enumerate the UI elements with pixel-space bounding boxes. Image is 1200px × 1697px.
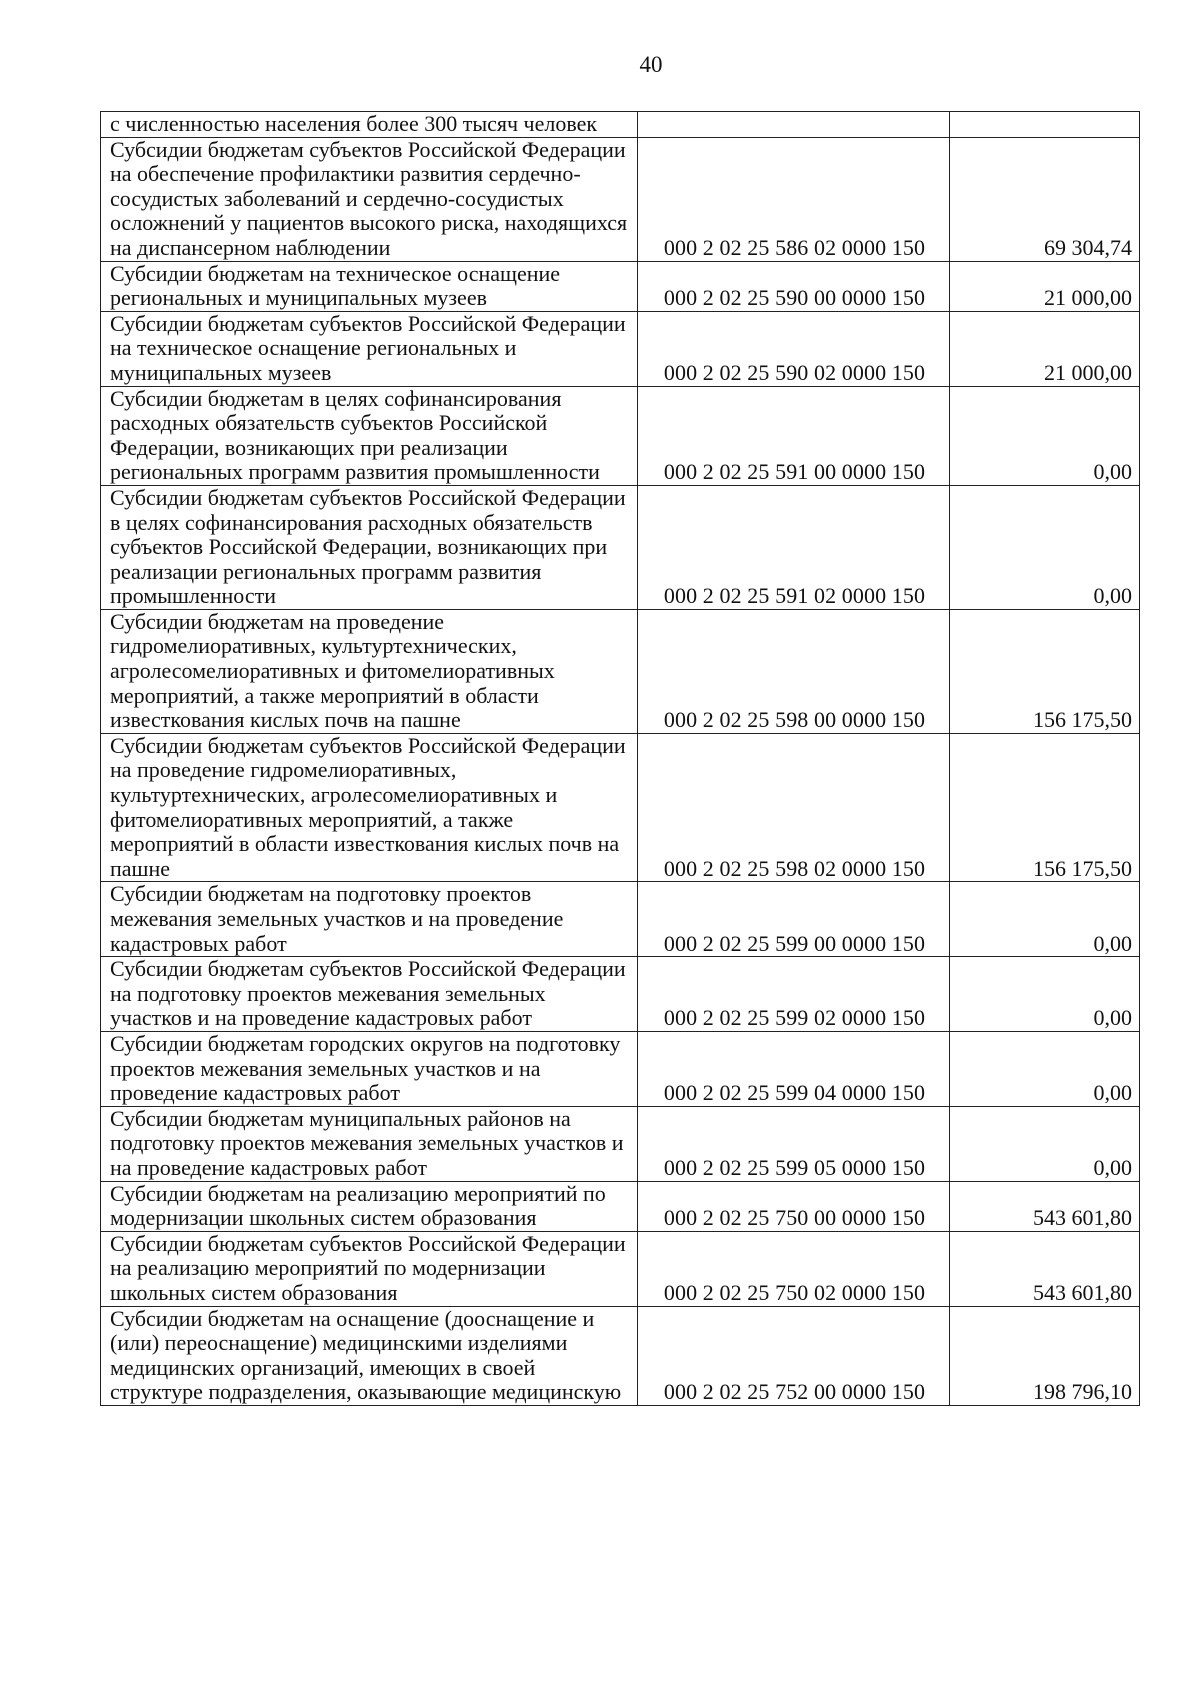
row-description: Субсидии бюджетам на техническое оснащение региональных и муниципальных музеев	[101, 261, 638, 311]
table-row	[101, 733, 1140, 882]
row-description: Субсидии бюджетам на подготовку проектов межевания земельных участков и на проведение кадастровых работ	[101, 882, 638, 957]
table-row	[101, 386, 1140, 485]
row-budget-code: 000 2 02 25 599 05 0000 150	[638, 1106, 950, 1181]
row-budget-code: 000 2 02 25 599 02 0000 150	[638, 957, 950, 1032]
row-amount: 156 175,50	[950, 609, 1140, 733]
table-row	[101, 485, 1140, 609]
row-description: с численностью населения более 300 тысяч человек	[101, 112, 638, 138]
row-amount: 0,00	[950, 957, 1140, 1032]
table-row	[101, 1231, 1140, 1306]
row-description: Субсидии бюджетам в целях софинансирования расходных обязательств субъектов Российской Федерации, возникающих при реализации региональных программ развития промышленности	[101, 386, 638, 485]
row-budget-code: 000 2 02 25 586 02 0000 150	[638, 137, 950, 261]
row-budget-code: 000 2 02 25 599 04 0000 150	[638, 1031, 950, 1106]
row-description: Субсидии бюджетам субъектов Российской Федерации в целях софинансирования расходных обязательств субъектов Российской Федерации, возникающих при реализации региональных программ развития промышленности	[101, 485, 638, 609]
row-description: Субсидии бюджетам субъектов Российской Федерации на проведение гидромелиоративных, культуртехнических, агролесомелиоративных и фитомелиоративных мероприятий, а также мероприятий в области известкования кислых почв на пашне	[101, 733, 638, 882]
row-budget-code: 000 2 02 25 590 02 0000 150	[638, 311, 950, 386]
row-budget-code	[638, 112, 950, 138]
row-amount: 198 796,10	[950, 1306, 1140, 1405]
row-budget-code: 000 2 02 25 750 02 0000 150	[638, 1231, 950, 1306]
row-amount: 0,00	[950, 485, 1140, 609]
row-description: Субсидии бюджетам субъектов Российской Федерации на техническое оснащение региональных и муниципальных музеев	[101, 311, 638, 386]
table-row	[101, 311, 1140, 386]
table-row	[101, 609, 1140, 733]
row-amount	[950, 112, 1140, 138]
row-budget-code: 000 2 02 25 750 00 0000 150	[638, 1181, 950, 1231]
row-budget-code: 000 2 02 25 591 02 0000 150	[638, 485, 950, 609]
row-description: Субсидии бюджетам субъектов Российской Федерации на обеспечение профилактики развития сердечно-сосудистых заболеваний и сердечно-сосудистых осложнений у пациентов высокого риска, находящихся на диспансерном наблюдении	[101, 137, 638, 261]
row-amount: 543 601,80	[950, 1231, 1140, 1306]
row-amount: 543 601,80	[950, 1181, 1140, 1231]
row-budget-code: 000 2 02 25 752 00 0000 150	[638, 1306, 950, 1405]
table-row	[101, 112, 1140, 138]
row-description: Субсидии бюджетам на реализацию мероприятий по модернизации школьных систем образования	[101, 1181, 638, 1231]
table-row	[101, 882, 1140, 957]
table-row	[101, 137, 1140, 261]
row-amount: 0,00	[950, 1106, 1140, 1181]
row-amount: 0,00	[950, 386, 1140, 485]
row-budget-code: 000 2 02 25 598 00 0000 150	[638, 609, 950, 733]
row-description: Субсидии бюджетам городских округов на подготовку проектов межевания земельных участков и на проведение кадастровых работ	[101, 1031, 638, 1106]
row-amount: 0,00	[950, 1031, 1140, 1106]
row-amount: 69 304,74	[950, 137, 1140, 261]
row-amount: 21 000,00	[950, 311, 1140, 386]
table-row	[101, 1181, 1140, 1231]
page-number: 40	[639, 52, 663, 77]
table-row	[101, 1031, 1140, 1106]
row-budget-code: 000 2 02 25 591 00 0000 150	[638, 386, 950, 485]
row-description: Субсидии бюджетам муниципальных районов на подготовку проектов межевания земельных участков и на проведение кадастровых работ	[101, 1106, 638, 1181]
row-description: Субсидии бюджетам субъектов Российской Федерации на подготовку проектов межевания земельных участков и на проведение кадастровых работ	[101, 957, 638, 1032]
row-budget-code: 000 2 02 25 598 02 0000 150	[638, 733, 950, 882]
table-row	[101, 1306, 1140, 1405]
row-budget-code: 000 2 02 25 599 00 0000 150	[638, 882, 950, 957]
row-amount: 156 175,50	[950, 733, 1140, 882]
table-row	[101, 957, 1140, 1032]
row-amount: 0,00	[950, 882, 1140, 957]
row-amount: 21 000,00	[950, 261, 1140, 311]
row-description: Субсидии бюджетам на проведение гидромелиоративных, культуртехнических, агролесомелиоративных и фитомелиоративных мероприятий, а также мероприятий в области известкования кислых почв на пашне	[101, 609, 638, 733]
row-description: Субсидии бюджетам субъектов Российской Федерации на реализацию мероприятий по модернизации школьных систем образования	[101, 1231, 638, 1306]
table-row	[101, 261, 1140, 311]
row-description: Субсидии бюджетам на оснащение (дооснащение и (или) переоснащение) медицинскими изделиями медицинских организаций, имеющих в своей структуре подразделения, оказывающие медицинскую	[101, 1306, 638, 1405]
table-row	[101, 1106, 1140, 1181]
budget-table	[100, 111, 1140, 1406]
row-budget-code: 000 2 02 25 590 00 0000 150	[638, 261, 950, 311]
